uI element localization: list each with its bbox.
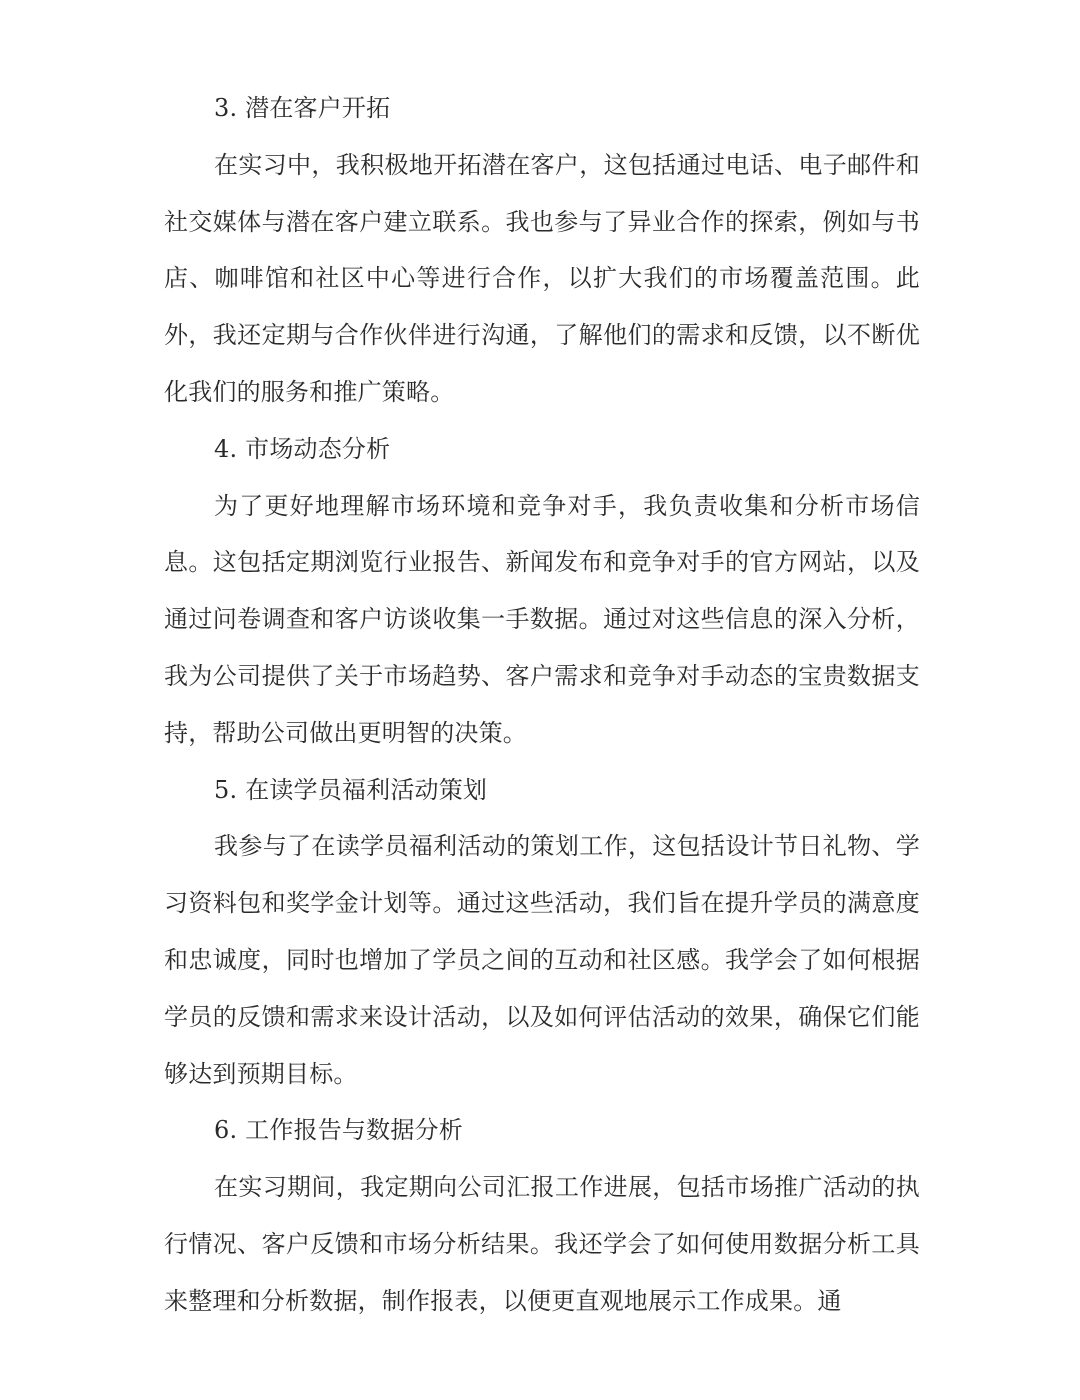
section-paragraph-3: 在实习中，我积极地开拓潜在客户，这包括通过电话、电子邮件和社交媒体与潜在客户建立联系。我也参与了异业合作的探索，例如与书店、咖啡馆和社区中心等进行合作，以扩大我们的市场覆盖范围。此外，我还定期与合作伙伴进行沟通，了解他们的需求和反馈，以不断优化我们的服务和推广策略。 [164, 150, 920, 406]
section-paragraph-5: 我参与了在读学员福利活动的策划工作，这包括设计节日礼物、学习资料包和奖学金计划等。通过这些活动，我们旨在提升学员的满意度和忠诚度，同时也增加了学员之间的互动和社区感。我学会了如何根据学员的反馈和需求来设计活动，以及如何评估活动的效果，确保它们能够达到预期目标。 [164, 832, 920, 1088]
section-heading-5: 5. 在读学员福利活动策划 [214, 775, 488, 804]
section-paragraph-4: 为了更好地理解市场环境和竞争对手，我负责收集和分析市场信息。这包括定期浏览行业报告、新闻发布和竞争对手的官方网站，以及通过问卷调查和客户访谈收集一手数据。通过对这些信息的深入分析，我为公司提供了关于市场趋势、客户需求和竞争对手动态的宝贵数据支持，帮助公司做出更明智的决策。 [164, 491, 920, 747]
section-heading-3: 3. 潜在客户开拓 [214, 94, 391, 122]
section-paragraph-6: 在实习期间，我定期向公司汇报工作进展，包括市场推广活动的执行情况、客户反馈和市场分析结果。我还学会了如何使用数据分析工具来整理和分析数据，制作报表，以便更直观地展示工作成果。通 [164, 1173, 920, 1315]
section-heading-4: 4. 市场动态分析 [214, 434, 391, 463]
section-heading-6: 6. 工作报告与数据分析 [214, 1116, 463, 1145]
document-body [164, 80, 920, 1330]
